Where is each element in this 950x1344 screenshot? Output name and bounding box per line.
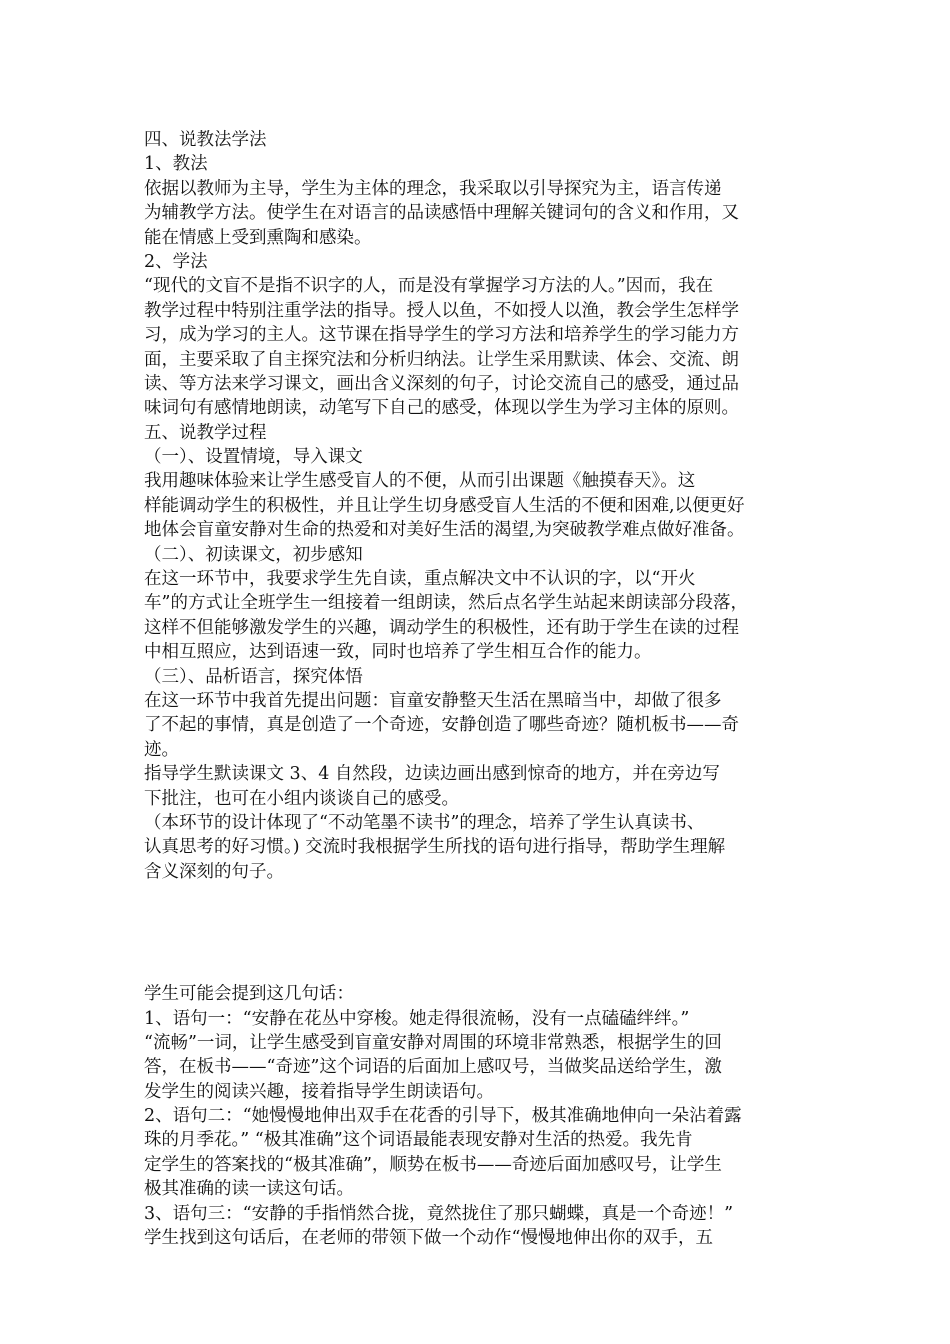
text-line: （本环节的设计体现了“不动笔墨不读书”的理念，培养了学生认真读书、 <box>144 812 705 833</box>
text-line: 依据以教师为主导，学生为主体的理念，我采取以引导探究为主，语言传递 <box>144 178 722 199</box>
text-line: 认真思考的好习惯。) 交流时我根据学生所找的语句进行指导，帮助学生理解 <box>144 837 726 858</box>
text-line: 学生可能会提到这几句话： <box>144 984 354 1005</box>
text-line: 2、学法 <box>144 251 208 272</box>
text-line: 指导学生默读课文 3、4 自然段，边读边画出感到惊奇的地方，并在旁边写 <box>144 764 720 785</box>
text-line: 能在情感上受到熏陶和感染。 <box>144 227 372 248</box>
text-line: 迹。 <box>144 739 179 760</box>
text-line: “流畅”一词，让学生感受到盲童安静对周围的环境非常熟悉，根据学生的回 <box>144 1032 722 1053</box>
text-line: 在这一环节中，我要求学生先自读，重点解决文中不认识的字，以“开火 <box>144 569 696 590</box>
text-line: “现代的文盲不是指不识字的人，而是没有掌握学习方法的人。”因而，我在 <box>144 276 714 297</box>
text-line: 1、语句一：“安静在花丛中穿梭。她走得很流畅，没有一点磕磕绊绊。” <box>144 1008 690 1029</box>
text-line: 1、教法 <box>144 154 208 175</box>
text-line: 珠的月季花。” “极其准确”这个词语最能表现安静对生活的热爱。我先肯 <box>144 1130 693 1151</box>
text-line: 在这一环节中我首先提出问题：盲童安静整天生活在黑暗当中，却做了很多 <box>144 690 722 711</box>
text-line: 极其准确的读一读这句话。 <box>144 1179 354 1200</box>
text-line: 面，主要采取了自主探究法和分析归纳法。让学生采用默读、体会、交流、朗 <box>144 349 739 370</box>
text-line: 四、说教法学法 <box>144 130 267 150</box>
document-body-part-2 <box>144 982 814 1250</box>
text-line: 读、等方法来学习课文，画出含义深刻的句子，讨论交流自己的感受，通过品 <box>144 373 739 394</box>
text-line: 这样不但能够激发学生的兴趣，调动学生的积极性，还有助于学生在读的过程 <box>144 617 739 638</box>
document-page <box>144 128 814 1250</box>
text-line: 答，在板书——“奇迹”这个词语的后面加上感叹号，当做奖品送给学生，激 <box>144 1057 722 1078</box>
text-line: 我用趣味体验来让学生感受盲人的不便，从而引出课题《触摸春天》。这 <box>144 471 696 492</box>
text-line: （一）、设置情境，导入课文 <box>144 447 363 468</box>
text-line: 习，成为学习的主人。这节课在指导学生的学习方法和培养学生的学习能力方 <box>144 325 739 346</box>
text-line: 发学生的阅读兴趣，接着指导学生朗读语句。 <box>144 1081 494 1102</box>
text-line: 了不起的事情，真是创造了一个奇迹，安静创造了哪些奇迹？随机板书——奇 <box>144 715 739 736</box>
text-line: （二）、初读课文，初步感知 <box>144 544 363 565</box>
text-line: 中相互照应，达到语速一致，同时也培养了学生相互合作的能力。 <box>144 642 652 663</box>
text-line: 含义深刻的句子。 <box>144 861 284 882</box>
text-line: 2、语句二：“她慢慢地伸出双手在花香的引导下，极其准确地伸向一朵沾着露 <box>144 1106 742 1127</box>
document-body-part-1 <box>144 128 814 884</box>
text-line: 定学生的答案找的“极其准确”，顺势在板书——奇迹后面加感叹号，让学生 <box>144 1154 722 1175</box>
text-line: 味词句有感情地朗读，动笔写下自己的感受，体现以学生为学习主体的原则。 <box>144 398 739 419</box>
text-line: 车”的方式让全班学生一组接着一组朗读，然后点名学生站起来朗读部分段落， <box>144 593 748 614</box>
text-line: 五、说教学过程 <box>144 422 267 443</box>
text-line: 样能调动学生的积极性，并且让学生切身感受盲人生活的不便和困难,以便更好 <box>144 495 745 516</box>
text-line: 下批注，也可在小组内谈谈自己的感受。 <box>144 788 459 809</box>
text-line: 为辅教学方法。使学生在对语言的品读感悟中理解关键词句的含义和作用，又 <box>144 203 739 224</box>
text-line: 教学过程中特别注重学法的指导。授人以鱼，不如授人以渔，教会学生怎样学 <box>144 300 739 321</box>
text-line: 学生找到这句话后，在老师的带领下做一个动作“慢慢地伸出你的双手，五 <box>144 1228 713 1249</box>
text-line: （三）、品析语言，探究体悟 <box>144 666 363 687</box>
text-line: 3、语句三：“安静的手指悄然合拢，竟然拢住了那只蝴蝶，真是一个奇迹！” <box>144 1203 734 1224</box>
text-line: 地体会盲童安静对生命的热爱和对美好生活的渴望,为突破教学难点做好准备。 <box>144 520 745 541</box>
section-gap <box>144 884 814 982</box>
